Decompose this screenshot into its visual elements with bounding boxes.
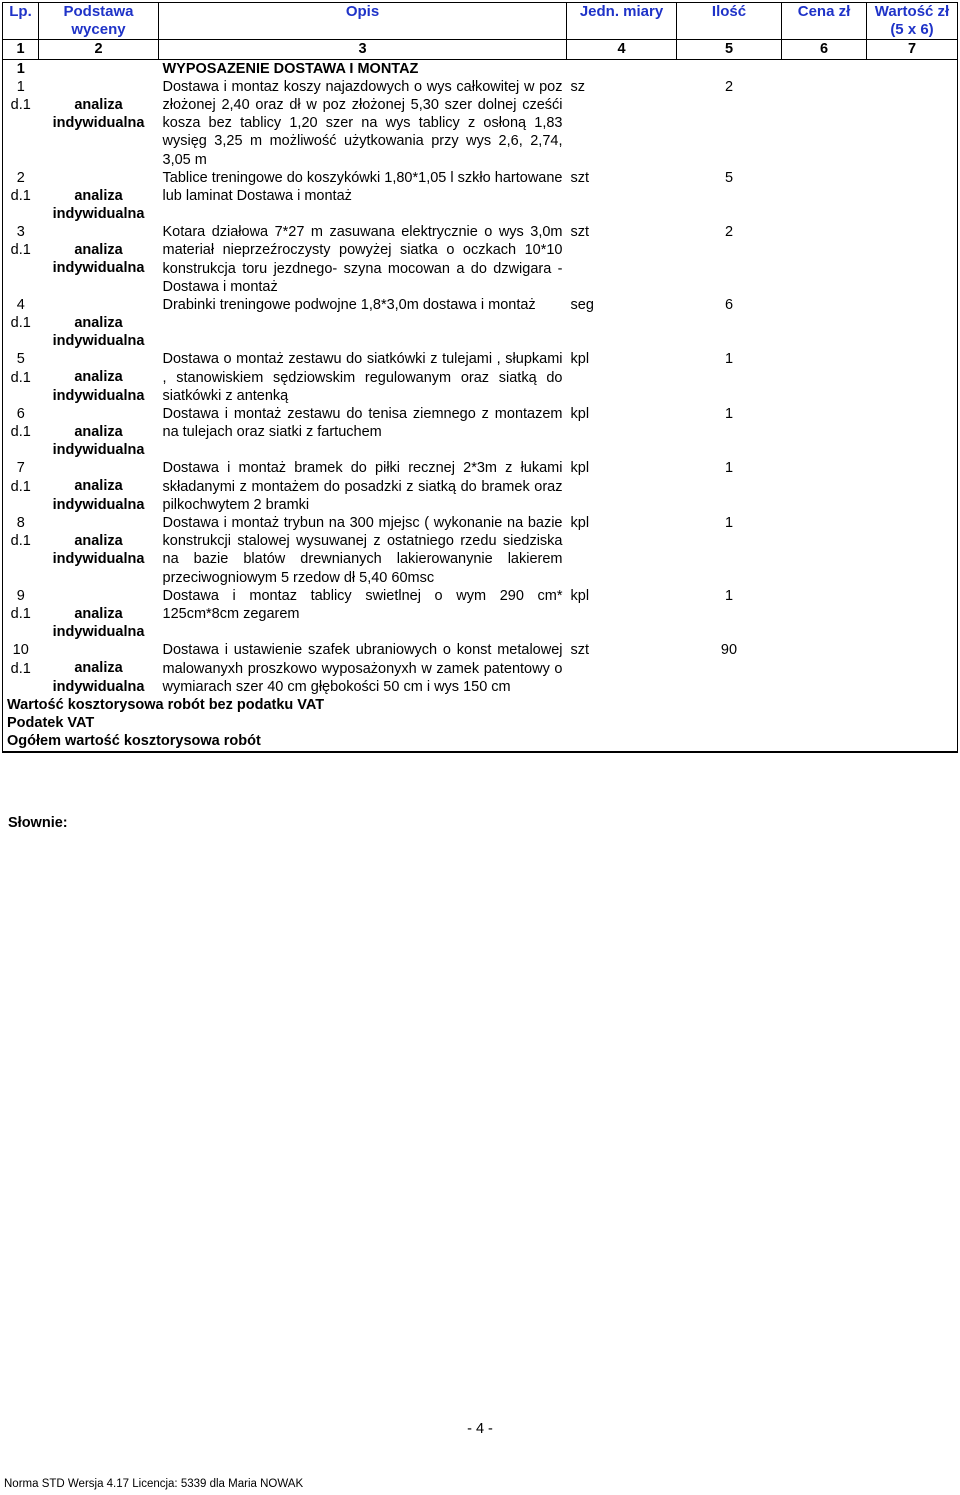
row-unit: szt (570, 169, 590, 186)
row-basis-text: analiza indywidualna (52, 424, 145, 459)
row-description: Drabinki treningowe podwojne 1,8*3,0m dostawa i montaż (162, 297, 536, 314)
table-row (3, 514, 958, 587)
column-number: 6 (782, 40, 867, 59)
row-price (782, 350, 867, 405)
row-unit: kpl (570, 587, 590, 604)
row-quantity: 1 (724, 460, 734, 477)
table-row (3, 223, 958, 296)
row-value (867, 169, 958, 223)
row-unit: szt (570, 224, 590, 241)
table-row (3, 641, 958, 696)
row-basis (39, 587, 159, 641)
row-basis (39, 223, 159, 296)
row-unit: kpl (570, 515, 590, 532)
row-basis (39, 78, 159, 169)
row-quantity: 1 (724, 351, 734, 368)
header-qty: Ilość (677, 3, 782, 40)
row-lp-sub: d.1 (10, 315, 31, 332)
row-price (782, 641, 867, 696)
row-quantity: 90 (720, 642, 738, 659)
row-lp-number: 9 (16, 587, 25, 604)
header-basis: Podstawa wyceny (39, 3, 159, 40)
slownie-label: Słownie: (8, 815, 68, 831)
row-description: Dostawa i montaż zestawu do tenisa ziemnego z montazem na tulejach oraz siatki z fartuchem (162, 406, 563, 441)
row-price (782, 514, 867, 587)
table-row (3, 296, 958, 350)
row-price (782, 78, 867, 169)
table-row (3, 587, 958, 641)
row-value (867, 223, 958, 296)
row-lp (3, 514, 39, 587)
row-basis (39, 514, 159, 587)
column-number: 1 (3, 40, 39, 59)
row-unit: kpl (570, 351, 590, 368)
row-description: Dostawa o montaż zestawu do siatkówki z tulejami , słupkami , stanowiskiem sędziowskim regulowanym oraz siatką do siatkówki z antenką (162, 351, 563, 404)
row-unit: seg (570, 297, 594, 314)
total-gross-row (3, 732, 958, 751)
row-value (867, 587, 958, 641)
row-basis-text: analiza indywidualna (52, 315, 145, 350)
row-price (782, 405, 867, 459)
section-lp: 1 (3, 59, 39, 78)
total-net-row (3, 696, 958, 714)
row-lp-number: 1 (16, 78, 25, 95)
row-lp-number: 6 (16, 406, 25, 423)
row-value (867, 405, 958, 459)
row-unit: kpl (570, 406, 590, 423)
row-basis (39, 641, 159, 696)
table-row (3, 169, 958, 223)
row-lp-sub: d.1 (10, 369, 31, 386)
row-description: Dostawa i ustawienie szafek ubraniowych o konst metalowej malowanyxh proszkowo wyposażonyxh w zamek patentowy o wymiarach szer 40 cm głębokości 50 cm i wys 150 cm (162, 642, 563, 695)
header-value: Wartość zł (5 x 6) (867, 3, 958, 40)
row-basis-text: analiza indywidualna (52, 605, 145, 641)
header-unit: Jedn. miary (567, 3, 677, 40)
column-number: 5 (677, 40, 782, 59)
footer-license: Norma STD Wersja 4.17 Licencja: 5339 dla Maria NOWAK (4, 1478, 304, 1490)
row-lp (3, 169, 39, 223)
row-description: Tablice treningowe do koszykówki 1,80*1,05 l szkło hartowane lub laminat Dostawa i montaż (162, 169, 563, 205)
row-quantity: 1 (724, 406, 734, 423)
section-title: WYPOSAZENIE DOSTAWA I MONTAZ (162, 60, 419, 77)
table-row (3, 459, 958, 514)
table-row (3, 350, 958, 405)
row-lp-number: 3 (16, 224, 25, 241)
column-number: 4 (567, 40, 677, 59)
section-row (3, 59, 958, 78)
row-price (782, 459, 867, 514)
table-header-row (3, 3, 958, 40)
row-value (867, 78, 958, 169)
total-gross-label: Ogółem wartość kosztorysowa robót (3, 732, 958, 751)
row-basis-text: analiza indywidualna (52, 242, 145, 277)
header-lp: Lp. (3, 3, 39, 40)
row-lp-number: 4 (16, 297, 25, 314)
row-basis (39, 350, 159, 405)
column-number: 3 (159, 40, 567, 59)
row-value (867, 296, 958, 350)
row-lp-sub: d.1 (10, 606, 31, 623)
row-unit: szt (570, 642, 590, 659)
row-unit: kpl (570, 460, 590, 477)
header-desc: Opis (159, 3, 567, 40)
column-number: 2 (39, 40, 159, 59)
row-unit: sz (570, 78, 585, 95)
row-lp-sub: d.1 (10, 97, 31, 114)
row-price (782, 587, 867, 641)
row-quantity: 6 (724, 297, 734, 314)
row-basis-text: analiza indywidualna (52, 369, 145, 404)
row-basis (39, 296, 159, 350)
total-net-label: Wartość kosztorysowa robót bez podatku VAT (3, 696, 958, 714)
row-quantity: 2 (724, 224, 734, 241)
row-lp (3, 296, 39, 350)
row-description: Dostawa i montaz koszy najazdowych o wys całkowitej w poz złożonej 2,40 oraz dł w poz złożonej 5,30 szer dolnej cześći kosza bez tablicy 1,20 szer na wys tablicy z osłoną 1,83 wysięg 3,25 m możliwość użytkowania przy wys 2,6, 2,74, 3,05 m (162, 78, 563, 168)
row-lp-sub: d.1 (10, 478, 31, 495)
table-row (3, 405, 958, 459)
column-number: 7 (867, 40, 958, 59)
row-lp-number: 7 (16, 460, 25, 477)
row-quantity: 2 (724, 78, 734, 95)
row-lp (3, 223, 39, 296)
row-lp-sub: d.1 (10, 424, 31, 441)
row-price (782, 169, 867, 223)
row-lp-sub: d.1 (10, 660, 31, 677)
row-lp-number: 2 (16, 169, 25, 186)
row-lp-number: 5 (16, 351, 25, 368)
row-lp (3, 459, 39, 514)
cost-estimate-sheet (2, 2, 957, 753)
page-number: - 4 - (467, 1421, 493, 1437)
row-lp-sub: d.1 (10, 242, 31, 259)
row-basis (39, 459, 159, 514)
row-basis (39, 169, 159, 223)
cost-estimate-table (2, 2, 958, 753)
row-lp (3, 405, 39, 459)
row-lp (3, 641, 39, 696)
row-description: Dostawa i montaz tablicy swietlnej o wym 290 cm* 125cm*8cm zegarem (162, 587, 563, 623)
column-number-row (3, 40, 958, 59)
row-basis-text: analiza indywidualna (52, 187, 145, 223)
row-description: Dostawa i montaż trybun na 300 mjejsc ( wykonanie na bazie konstrukcji stalowej wysuwanej z ostatniego rzedu siedziska na bazie blatów drewnianych lakierowanynie lakierem przeciwogniowym 5 rzedow dł 5,40 60msc (162, 515, 563, 586)
row-price (782, 223, 867, 296)
row-value (867, 350, 958, 405)
row-quantity: 5 (724, 169, 734, 186)
row-basis-text: analiza indywidualna (52, 660, 145, 695)
row-value (867, 641, 958, 696)
row-lp-sub: d.1 (10, 188, 31, 205)
total-vat-label: Podatek VAT (3, 714, 958, 732)
row-quantity: 1 (724, 515, 734, 532)
table-row (3, 78, 958, 169)
row-lp-number: 8 (16, 515, 25, 532)
row-lp (3, 78, 39, 169)
row-quantity: 1 (724, 587, 734, 604)
header-price: Cena zł (782, 3, 867, 40)
row-basis-text: analiza indywidualna (52, 478, 145, 513)
total-vat-row (3, 714, 958, 732)
row-description: Kotara działowa 7*27 m zasuwana elektrycznie o wys 3,0m materiał nieprzeźroczysty powyżej siatka o oczkach 10*10 konstrukcja toru jezdnego- szyna mocowan a do dzwigara - Dostawa i montaż (162, 224, 563, 295)
row-basis-text: analiza indywidualna (52, 96, 145, 132)
row-description: Dostawa i montaż bramek do piłki recznej 2*3m z łukami składanymi z montażem do posadzki z siatką do bramek oraz pilkochwytem 2 bramki (162, 460, 563, 513)
row-value (867, 459, 958, 514)
row-price (782, 296, 867, 350)
row-lp-sub: d.1 (10, 533, 31, 550)
row-lp (3, 350, 39, 405)
row-value (867, 514, 958, 587)
row-lp-number: 10 (12, 642, 29, 659)
row-lp (3, 587, 39, 641)
row-basis (39, 405, 159, 459)
row-basis-text: analiza indywidualna (52, 533, 145, 568)
